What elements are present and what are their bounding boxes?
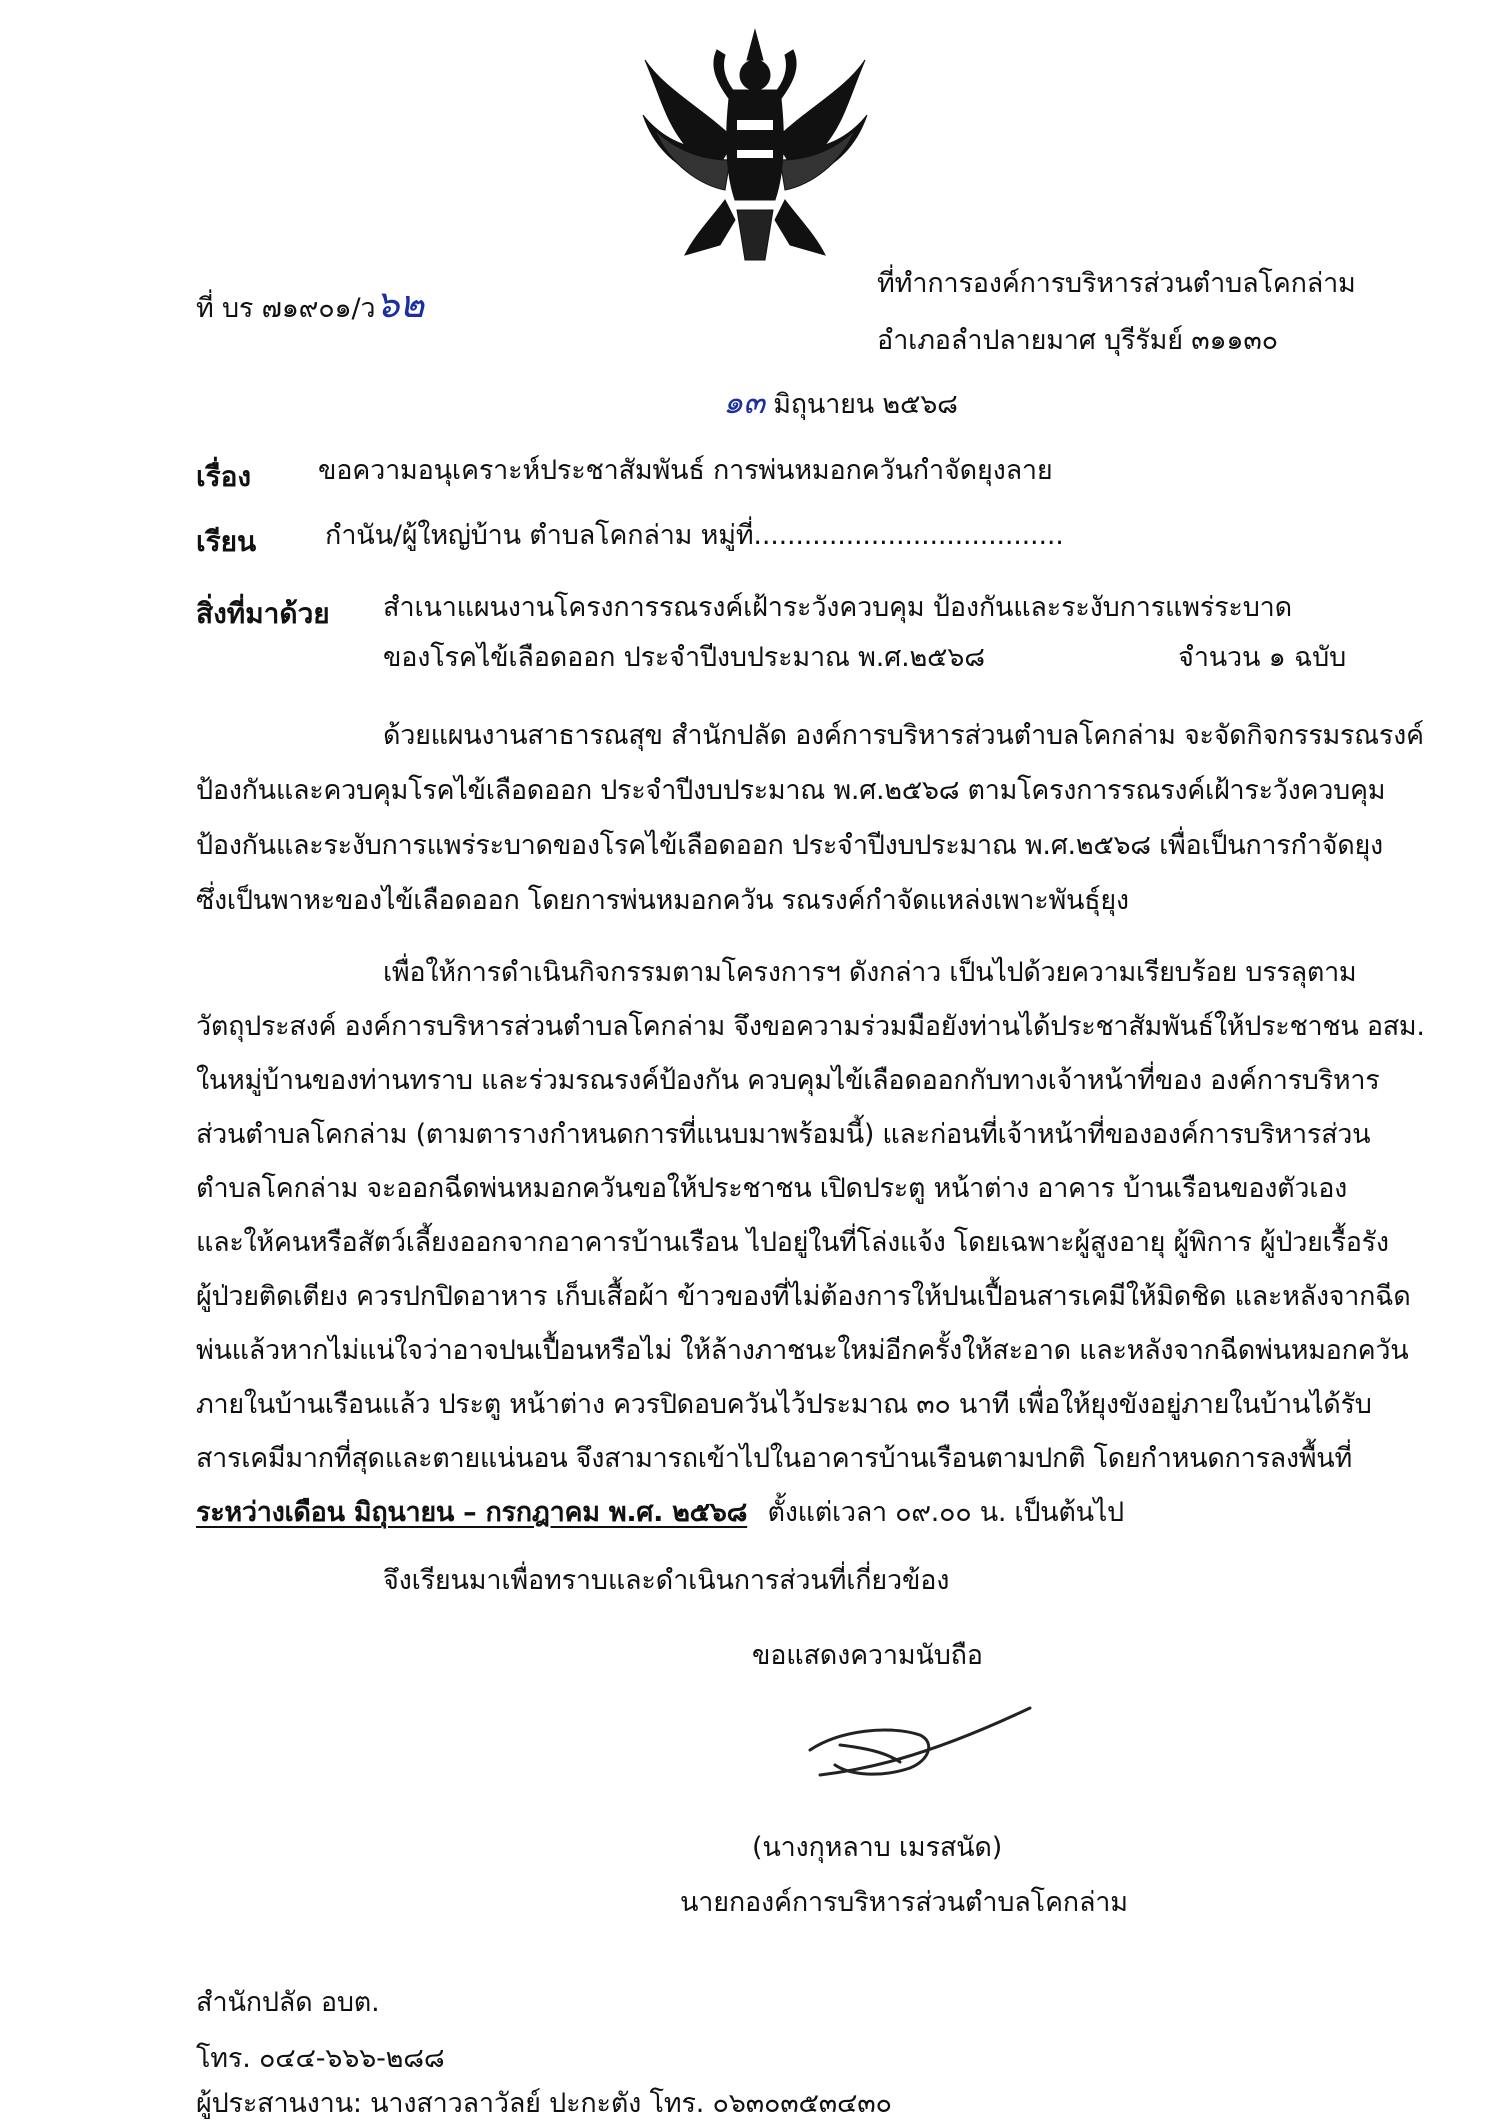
footer-department: สำนักปลัด อบต. <box>196 1987 380 2018</box>
enclosure-label: สิ่งที่มาด้วย <box>196 597 330 630</box>
schedule-period-underlined: ระหว่างเดือน มิถุนายน – กรกฎาคม พ.ศ. ๒๕๖๘ <box>196 1497 748 1528</box>
schedule-time: ตั้งแต่เวลา ๐๙.๐๐ น. เป็นต้นไป <box>767 1497 1124 1528</box>
to-label: เรียน <box>196 525 257 558</box>
para2-line: พ่นแล้วหากไม่แน่ใจว่าอาจปนเปื้อนหรือไม่ ให้ล้างภาชนะใหม่อีกครั้งให้สะอาด และหลังจากฉีดพ่นหมอกควัน <box>196 1335 1409 1366</box>
enclosure-line-1: สำเนาแผนงานโครงการรณรงค์เฝ้าระวังควบคุม ป้องกันและระงับการแพร่ระบาด <box>383 592 1292 623</box>
signer-title: นายกองค์การบริหารส่วนตำบลโคกล่าม <box>680 1887 1128 1918</box>
para2-line: ส่วนตำบลโคกล่าม (ตามตารางกำหนดการที่แนบมาพร้อมนี้) และก่อนที่เจ้าหน้าที่ขององค์การบริหารส่วน <box>196 1119 1371 1150</box>
office-address-line-1: ที่ทำการองค์การบริหารส่วนตำบลโคกล่าม <box>877 268 1356 299</box>
footer-phone: โทร. ๐๔๔-๖๖๖-๒๘๘ <box>196 2043 445 2074</box>
signature-icon <box>780 1690 1040 1810</box>
reference-number: ที่ บร ๗๑๙๐๑/ว๖๒ <box>196 282 425 326</box>
reference-number-handwritten: ๖๒ <box>375 282 425 326</box>
salutation: ขอแสดงความนับถือ <box>752 1640 983 1671</box>
enclosure-line-2: ของโรคไข้เลือดออก ประจำปีงบประมาณ พ.ศ.๒๕๖๘ <box>383 642 985 673</box>
enclosure-count: จำนวน ๑ ฉบับ <box>1178 642 1347 673</box>
para2-last-line <box>196 1490 1124 1533</box>
para1-line: ป้องกันและควบคุมโรคไข้เลือดออก ประจำปีงบประมาณ พ.ศ.๒๕๖๘ ตามโครงการรณรงค์เฝ้าระวังควบคุม <box>196 775 1386 806</box>
subject-text: ขอความอนุเคราะห์ประชาสัมพันธ์ การพ่นหมอกควันกำจัดยุงลาย <box>318 455 1053 486</box>
office-address-line-2: อำเภอลำปลายมาศ บุรีรัมย์ ๓๑๑๓๐ <box>877 325 1278 356</box>
para1-line: ซึ่งเป็นพาหะของไข้เลือดออก โดยการพ่นหมอกควัน รณรงค์กำจัดแหล่งเพาะพันธุ์ยุง <box>196 885 1129 916</box>
subject-label: เรื่อง <box>196 460 252 493</box>
para2-line: วัตถุประสงค์ องค์การบริหารส่วนตำบลโคกล่าม จึงขอความร่วมมือยังท่านได้ประชาสัมพันธ์ให้ประชาชน อสม. <box>196 1011 1425 1042</box>
date-month-year: มิถุนายน ๒๕๖๘ <box>773 389 958 420</box>
para1-line: ด้วยแผนงานสาธารณสุข สำนักปลัด องค์การบริหารส่วนตำบลโคกล่าม จะจัดกิจกรรมรณรงค์ <box>383 720 1424 751</box>
closing-line: จึงเรียนมาเพื่อทราบและดำเนินการส่วนที่เกี่ยวข้อง <box>383 1565 950 1596</box>
para2-line: ตำบลโคกล่าม จะออกฉีดพ่นหมอกควันขอให้ประชาชน เปิดประตู หน้าต่าง อาคาร บ้านเรือนของตัวเอง <box>196 1173 1348 1204</box>
garuda-emblem-icon <box>625 20 885 275</box>
footer-coordinator: ผู้ประสานงาน: นางสาวลาวัลย์ ปะกะตัง โทร. ๐๖๓๐๓๕๓๔๓๐ <box>196 2088 892 2119</box>
para2-line: เพื่อให้การดำเนินกิจกรรมตามโครงการฯ ดังกล่าว เป็นไปด้วยความเรียบร้อย บรรลุตาม <box>383 957 1357 988</box>
signer-name: (นางกุหลาบ เมรสนัด) <box>752 1832 1003 1863</box>
para2-line: และให้คนหรือสัตว์เลี้ยงออกจากอาคารบ้านเรือน ไปอยู่ในที่โล่งแจ้ง โดยเฉพาะผู้สูงอายุ ผู้พิการ ผู้ป่วยเรื้อรัง <box>196 1227 1389 1258</box>
para2-line: ภายในบ้านเรือนแล้ว ประตู หน้าต่าง ควรปิดอบควันไว้ประมาณ ๓๐ นาที เพื่อให้ยุงขังอยู่ภายในบ้านได้รับ <box>196 1389 1372 1420</box>
para2-line: ผู้ป่วยติดเตียง ควรปกปิดอาหาร เก็บเสื้อผ้า ข้าวของที่ไม่ต้องการให้ปนเปื้อนสารเคมีให้มิดชิด และหลังจากฉีด <box>196 1281 1411 1312</box>
para2-line: สารเคมีมากที่สุดและตายแน่นอน จึงสามารถเข้าไปในอาคารบ้านเรือนตามปกติ โดยกำหนดการลงพื้นที่ <box>196 1443 1352 1474</box>
date-day-handwritten: ๑๓ <box>723 383 765 421</box>
letter-date <box>723 383 958 421</box>
para1-line: ป้องกันและระงับการแพร่ระบาดของโรคไข้เลือดออก ประจำปีงบประมาณ พ.ศ.๒๕๖๘ เพื่อเป็นการกำจัดยุง <box>196 830 1383 861</box>
para2-line: ในหมู่บ้านของท่านทราบ และร่วมรณรงค์ป้องกัน ควบคุมไข้เลือดออกกับทางเจ้าหน้าที่ของ องค์การบริหาร <box>196 1065 1380 1096</box>
to-text: กำนัน/ผู้ใหญ่บ้าน ตำบลโคกล่าม หมู่ที่..................................... <box>325 520 1064 551</box>
